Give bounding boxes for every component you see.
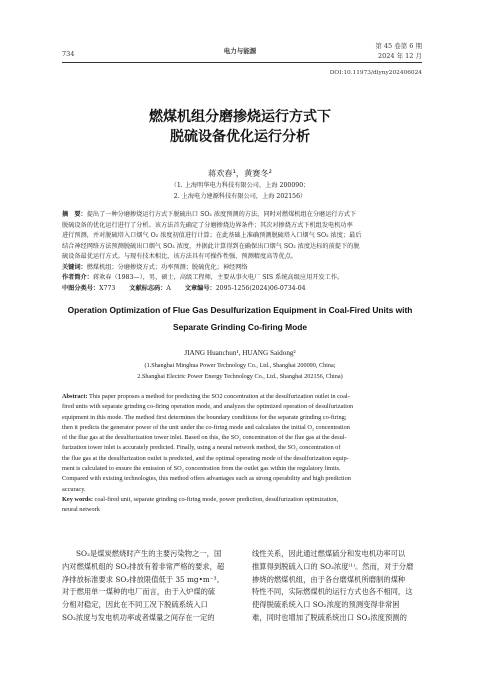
- body-line: 净排放标准要求 SO₂排放限值低于 35 mg•m⁻³。: [62, 574, 224, 584]
- body-line: SO₂是煤炭燃烧时产生的主要污染物之一，国: [76, 549, 222, 558]
- abstract-en-line: fired units with separate grinding co-firing operation mode, and analyzes the optimized operation of desulfurization: [62, 403, 354, 411]
- body-line: 分相对稳定，因此在不同工况下脱硫系统入口: [62, 600, 208, 610]
- abstract-cn-line: 摘 要：提出了一种分磨掺烧运行方式下脱硫出口 SO₂ 浓度预测的方法，同时对燃煤机组在分磨运行方式下: [62, 211, 357, 218]
- page-number: 734: [62, 50, 75, 58]
- title-en-line-1: Operation Optimization of Flue Gas Desulfurization Equipment in Coal-Fired Units with: [67, 305, 413, 315]
- body-line: 推算得到脱硫入口的 SO₂浓度⁽¹⁾。然而，对于分磨: [252, 561, 414, 571]
- abstract-cn-line: 进行预测，并对脱硫塔入口烟气 O₂ 浓度初值进行计算；在此基础上准确预测脱硫塔入口烟气 SO₂ 浓度；最后: [62, 232, 362, 239]
- abstract-en-line: the flue gas at the desulfurization outlet is predicted, and the optimal operating mode of the desulfurization equip-: [62, 454, 349, 462]
- abstract-en-line: Abstract: This paper proposes a method for predicting the SO2 concentration at the desulfurization outlet in coal-: [62, 393, 350, 400]
- title-cn-line-1: 燃煤机组分磨掺烧运行方式下: [149, 109, 331, 125]
- classification-line: 中图分类号：X773 文献标志码：A 文章编号：2095-1256(2024)06-0734-04: [62, 284, 306, 292]
- authors-en: JIANG Huanchun¹, HUANG Saidong²: [184, 349, 296, 357]
- body-right-column: [252, 548, 428, 625]
- abstract-cn-line: 脱硫设备的优化运行进行了分析。该方法首先确定了分磨掺烧边界条件；其次对掺烧方式下机组发电机功率: [62, 221, 353, 229]
- clc-code: X773: [99, 284, 116, 292]
- title-en: [40, 302, 440, 336]
- abstract-cn-line: 结合神经网络方法预测脱硫出口烟气 SO₂ 浓度，并据此计算得到在确保出口烟气 SO₂ 浓度达标的前提下的脱: [62, 242, 360, 250]
- authors-cn: 蒋欢春¹，黄赛冬²: [208, 168, 272, 178]
- affiliation-en-2: 2.Shanghai Electric Power Energy Technology Co., Ltd., Shanghai 202156, China): [137, 372, 343, 380]
- keywords-cn: 关键词：燃煤机组；分磨掺烧方式；功率预测；脱硫优化；神经网络: [62, 263, 248, 271]
- abstract-en-line: furization tower inlet is accurately predicted. Finally, using a neural network method, the SO₂ concentration of: [62, 444, 341, 452]
- doc-code: A: [166, 284, 171, 292]
- body-line: 内对燃煤机组的 SO₂排放有着非常严格的要求，超: [62, 561, 225, 571]
- keywords-en: Key words: coal-fired unit, separate grinding co-firing mode, power prediction, desulfurization optimization,: [62, 495, 339, 503]
- affiliation-cn-2: 2. 上海电力建源科技有限公司，上海 202156）: [173, 193, 307, 200]
- body-line: 特性不同，实际燃煤机的运行方式也各不相同，这: [252, 587, 413, 597]
- abstract-en-line: then it predicts the generator power of the unit under the co-firing mode and calculates the initial O₂ concentration: [62, 423, 350, 431]
- title-cn-line-2: 脱硫设备优化运行分析: [170, 129, 310, 145]
- abstract-en-line: of the flue gas at the desulfurization tower inlet. Based on this, the SO₂ concentration of the flue gas at the desul-: [62, 434, 347, 442]
- abstract-cn-line: 硫设备最优运行方式。与现有技术相比，该方法具有可操作性强、预测精度高等优点。: [62, 253, 298, 260]
- body-left-column: [62, 548, 238, 625]
- title-en-line-2: Separate Grinding Co-firing Mode: [172, 322, 307, 332]
- body-line: 掺烧的燃煤机组，由于各台磨煤机所磨制的煤种: [252, 574, 406, 584]
- abstract-en-line: ment is calculated to ensure the emission of SO₂ concentration from the outlet gas within the regulatory limits.: [62, 465, 341, 473]
- body-line: SO₂浓度与发电机功率或者煤量之间存在一定的: [62, 612, 215, 622]
- body-line: 使得脱硫系统入口 SO₂浓度的预测变得非常困: [252, 600, 400, 610]
- volume-issue: 第 45 卷第 6 期: [375, 42, 422, 50]
- abstract-cn: [62, 210, 427, 294]
- article-number: 2095-1256(2024)06-0734-04: [215, 284, 306, 292]
- journal-name: 电力与能源: [223, 47, 257, 55]
- affiliations-en: [0, 361, 480, 382]
- abstract-en-line: Compared with existing technologies, this method offers advantages such as strong operability and high prediction: [62, 475, 351, 483]
- author-intro: 作者简介：蒋欢春（1983—），男，硕士，高级工程师，主要从事火电厂 SIS 系统高级应用开发工作。: [62, 274, 344, 281]
- abstract-cn-label: 摘 要：: [62, 211, 87, 218]
- abstract-en-line: accuracy.: [62, 485, 86, 493]
- issue-date: 2024 年 12 月: [377, 52, 422, 60]
- abstract-en: [62, 392, 422, 516]
- body-line: 线性关系，因此通过燃煤硫分和发电机功率可以: [252, 549, 406, 558]
- body-line: 对于燃用单一煤种的电厂而言，由于入炉煤的硫: [62, 587, 216, 597]
- header-rule: [62, 62, 422, 63]
- affiliation-en-1: (1.Shanghai Minghua Power Technology Co., Ltd., Shanghai 200090, China;: [144, 362, 336, 369]
- doi: DOI:10.11973/dlyny202406024: [329, 70, 422, 76]
- abstract-en-label: Abstract:: [62, 393, 88, 400]
- body-line: 难，同时也增加了脱硫系统出口 SO₂浓度预测的: [252, 612, 407, 622]
- keywords-en-continued: neural network: [62, 506, 100, 514]
- abstract-en-line: equipment in this mode. The method first determines the boundary conditions for the separate grinding co-firing;: [62, 413, 347, 421]
- affiliation-cn-1: （1. 上海明华电力科技有限公司，上海 200090；: [170, 182, 310, 189]
